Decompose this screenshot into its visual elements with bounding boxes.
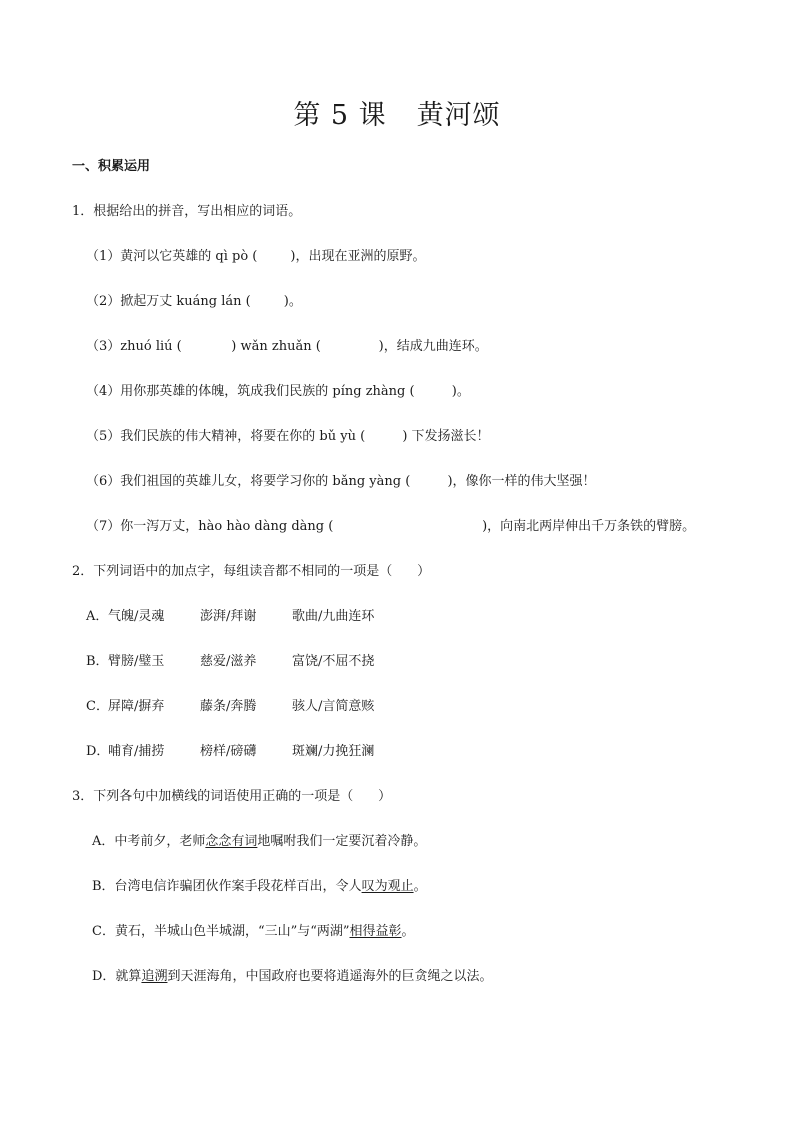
q2-option-d: D．哺育/捕捞 榜样/磅礴 斑斓/力挽狂澜 xyxy=(86,742,374,762)
q2-option-b: B．臂膀/璧玉 慈爱/滋养 富饶/不屈不挠 xyxy=(86,652,374,672)
section-heading: 一、积累运用 xyxy=(72,159,151,174)
q3-option-b: B．台湾电信诈骗团伙作案手段花样百出，令人叹为观止。 xyxy=(92,879,427,894)
q2-option-c: C．屏障/摒弃 藤条/奔腾 骇人/言简意赅 xyxy=(86,697,374,717)
question-3-stem: 3．下列各句中加横线的词语使用正确的一项是（ ） xyxy=(72,789,392,804)
q1-item-4: （4）用你那英雄的体魄，筑成我们民族的 píng zhàng ( )。 xyxy=(86,384,470,399)
option-letter: C． xyxy=(86,699,109,714)
question-2-stem: 2．下列词语中的加点字，每组读音都不相同的一项是（ ） xyxy=(72,564,431,579)
lesson-name: 黄河颂 xyxy=(416,100,501,131)
underlined-phrase: 念念有词 xyxy=(205,834,258,849)
option-letter: D． xyxy=(86,744,110,759)
q2-option-a: A．气魄/灵魂 澎湃/拜谢 歌曲/九曲连环 xyxy=(86,607,374,627)
q1-item-1: （1）黄河以它英雄的 qì pò ( )，出现在亚洲的原野。 xyxy=(86,249,426,264)
q3-option-d: D．就算追溯到天涯海角，中国政府也要将逍遥海外的巨贪绳之以法。 xyxy=(92,969,493,984)
q3-option-a: A．中考前夕，老师念念有词地嘱咐我们一定要沉着冷静。 xyxy=(92,834,427,849)
underlined-phrase: 追溯 xyxy=(141,969,168,984)
underlined-phrase: 相得益彰 xyxy=(349,924,402,939)
q1-item-7: （7）你一泻万丈，hào hào dàng dàng ( )，向南北两岸伸出千万条铁的臂膀。 xyxy=(86,519,696,534)
q1-item-5: （5）我们民族的伟大精神，将要在你的 bǔ yù ( ) 下发扬滋长！ xyxy=(86,429,490,444)
question-1-stem: 1．根据给出的拼音，写出相应的词语。 xyxy=(72,204,302,219)
q1-item-6: （6）我们祖国的英雄儿女，将要学习你的 bǎng yàng ( )，像你一样的伟大坚强！ xyxy=(86,474,596,489)
q3-option-c: C．黄石，半城山色半城湖，“三山”与“两湖”相得益彰。 xyxy=(92,924,415,939)
lesson-number: 第 5 课 xyxy=(293,100,387,131)
option-letter: A． xyxy=(86,609,109,624)
option-letter: B． xyxy=(86,654,109,669)
q1-item-2: （2）掀起万丈 kuáng lán ( )。 xyxy=(86,294,302,309)
underlined-phrase: 叹为观止 xyxy=(361,879,414,894)
page-title xyxy=(0,96,794,136)
q1-item-3: （3）zhuó liú ( ) wǎn zhuǎn ( )，结成九曲连环。 xyxy=(86,339,488,354)
